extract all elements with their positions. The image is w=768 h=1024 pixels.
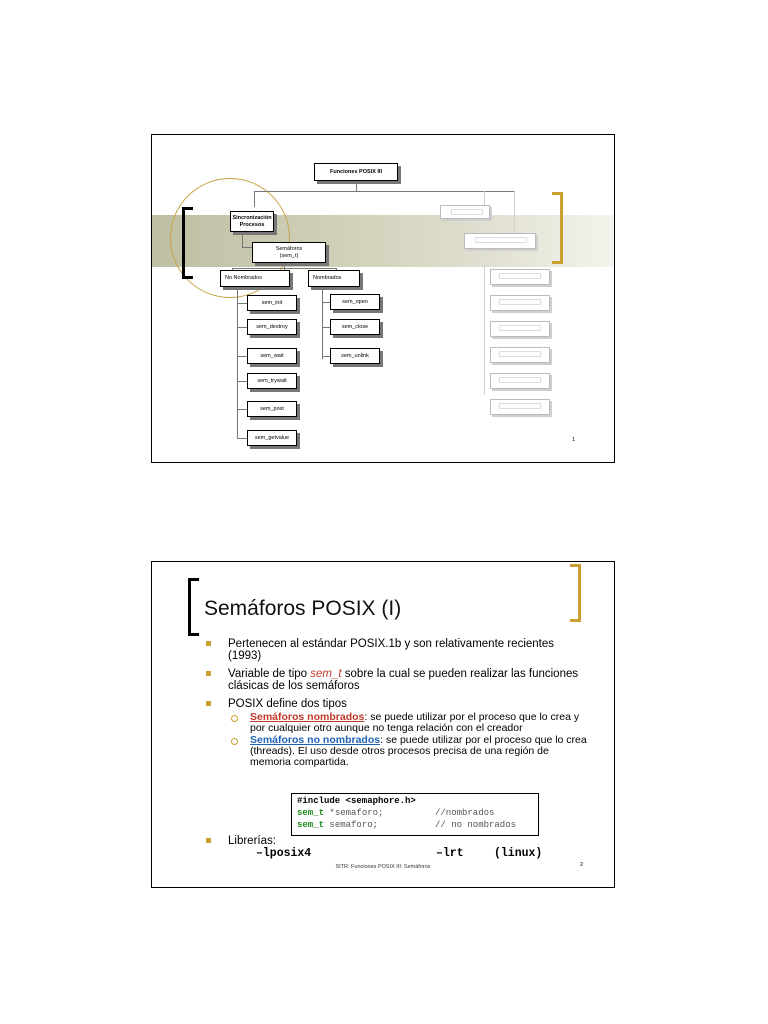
lib-linux: (linux) <box>494 847 543 860</box>
sub-bullet-item <box>250 735 590 768</box>
type-name: sem_t <box>310 668 342 680</box>
code-box <box>291 793 539 836</box>
code-comment: //nombrados <box>435 808 495 818</box>
root-node <box>314 163 398 181</box>
func-node <box>247 319 297 335</box>
code-keyword: sem_t <box>297 808 325 818</box>
func-label: sem_unlink <box>341 352 369 359</box>
slide-1 <box>151 134 615 463</box>
func-node <box>247 373 297 389</box>
slide-2 <box>151 561 615 888</box>
faded-node <box>490 373 550 389</box>
right-bracket <box>552 192 563 264</box>
no-nombrados-node <box>220 270 290 287</box>
bullet-text: sobre la cual se pueden realizar las funciones clásicas de los semáforos <box>228 668 579 692</box>
func-label: sem_destroy <box>256 323 288 330</box>
code-keyword: sem_t <box>297 820 325 830</box>
func-label: sem_post <box>260 405 284 412</box>
func-label: sem_trywait <box>257 377 287 384</box>
bullet-item <box>228 638 590 662</box>
group-node <box>230 211 274 232</box>
bullet-text: POSIX define dos tipos <box>228 698 347 710</box>
no-nombrados-label: No Nombrados <box>225 275 262 282</box>
slide-title: Semáforos POSIX (I) <box>204 597 402 620</box>
group-label-line2: Procesos <box>239 221 265 228</box>
faded-node <box>490 321 550 337</box>
sub-bullet-text: : se puede utilizar por el proceso que lo crea y por cualquier otro aunque no tenga relación con el creador <box>250 711 580 734</box>
faded-node <box>490 295 550 311</box>
func-label: sem_getvalue <box>254 434 290 441</box>
func-node <box>247 401 297 417</box>
code-include: #include <semaphore.h> <box>297 796 416 806</box>
code-var: semaforo; <box>324 820 379 830</box>
root-label: Funciones POSIX III <box>330 168 382 175</box>
func-node <box>247 348 297 364</box>
lib-rt: –lrt <box>436 847 464 860</box>
bullet-list <box>228 638 590 769</box>
sub-bullet-item <box>250 712 590 734</box>
semaforos-label-line2: (sem_t) <box>279 252 299 259</box>
group-label-line1: Sincronización <box>232 215 272 222</box>
footer: SITR: Funciones POSIX III: Semáforos <box>335 864 431 870</box>
func-label: sem_wait <box>260 352 284 359</box>
sub-bullet-label: Semáforos no nombrados <box>250 734 381 746</box>
bullet-text: Variable de tipo <box>228 668 311 680</box>
func-node <box>247 295 297 311</box>
faded-node <box>490 399 550 415</box>
func-node <box>330 319 380 335</box>
func-node <box>330 348 380 364</box>
faded-node <box>440 205 490 219</box>
lib-posix4: –lposix4 <box>256 847 312 860</box>
nombrados-label: Nombrados <box>313 275 342 282</box>
bullet-text: Librerías: <box>228 835 276 847</box>
func-node <box>247 430 297 446</box>
faded-node <box>490 269 550 285</box>
func-label: sem_close <box>341 323 369 330</box>
sub-bullet-text: : se puede utilizar por el proceso que lo crea (threads). El uso desde otros procesos precisa de una región de memoria compartida. <box>250 734 587 768</box>
semaforos-node <box>252 242 326 263</box>
page-number: 2 <box>580 862 584 868</box>
func-label: sem_init <box>261 299 283 306</box>
nombrados-node <box>308 270 360 287</box>
page-number: 1 <box>572 437 576 443</box>
left-bracket <box>182 207 193 279</box>
code-comment: // no nombrados <box>435 820 517 830</box>
func-label: sem_open <box>342 298 368 305</box>
bullet-item <box>228 668 590 692</box>
faded-node <box>490 347 550 363</box>
semaforos-label-line1: Semáforos <box>275 246 303 253</box>
bullet-item <box>228 698 590 710</box>
faded-node <box>464 233 536 249</box>
sub-bullet-label: Semáforos nombrados <box>250 711 365 723</box>
right-bracket <box>570 564 581 622</box>
bullet-text: Pertenecen al estándar POSIX.1b y son relativamente recientes (1993) <box>228 638 555 662</box>
code-var: *semaforo; <box>324 808 384 818</box>
bullet-item <box>228 835 590 847</box>
left-bracket <box>188 578 199 636</box>
func-node <box>330 294 380 310</box>
